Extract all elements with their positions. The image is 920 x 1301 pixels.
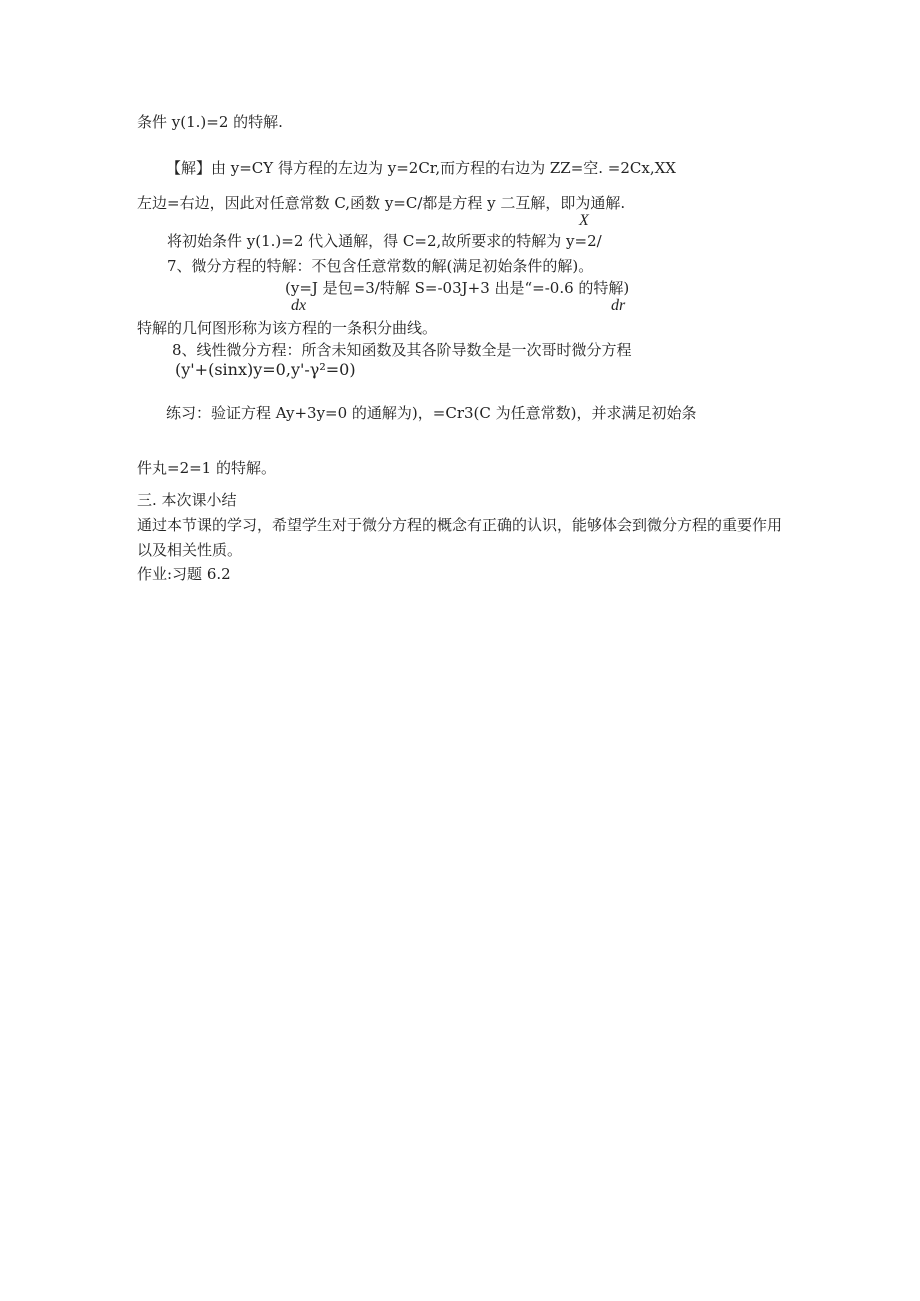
text-line-exercise: 练习：验证方程 Ay+3y=0 的通解为)，=Cr3(C 为任意常数)，并求满足初始条 [166,404,697,422]
text-line-initial-condition: 将初始条件 y(1.)=2 代入通解，得 C=2,故所要求的特解为 y=2/ [167,232,602,250]
text-fraction-dr: dr [611,297,626,314]
text-line-summary: 通过本节课的学习，希望学生对于微分方程的概念有正确的认识，能够体会到微分方程的重要作用 [137,516,783,534]
text-line-particular-solution: 7、微分方程的特解：不包含任意常数的解(满足初始条件的解)。 [167,257,594,275]
section-heading-summary: 三. 本次课小结 [137,491,237,509]
text-line-condition: 条件 y(1.)=2 的特解. [137,113,283,131]
text-line-left-right: 左边=右边，因此对任意常数 C,函数 y=C∕都是方程 y 二互解，即为通解. [137,194,626,212]
text-line-linear-equation: 8、线性微分方程：所含未知函数及其各阶导数全是一次哥时微分方程 [172,341,632,359]
text-line-summary-cont: 以及相关性质。 [137,541,243,559]
text-line-solution: 【解】由 y=CY 得方程的左边为 y=2Cr,而方程的右边为 ZZ=空. =2Cx,XX [166,159,676,177]
text-fraction-dx: dx [291,297,307,314]
text-fraction-x: X [579,212,589,229]
text-line-linear-example: (y'+(sinx)y=0,y'-γ²=0) [175,360,356,379]
text-line-example: (y=J 是包=3/特解 S=-03J+3 出是“=-0.6 的特解) [285,279,630,297]
text-line-homework: 作业:习题 6.2 [137,565,231,583]
text-line-exercise-cont: 件丸=2=1 的特解。 [137,459,276,477]
text-line-integral-curve: 特解的几何图形称为该方程的一条积分曲线。 [137,319,438,337]
